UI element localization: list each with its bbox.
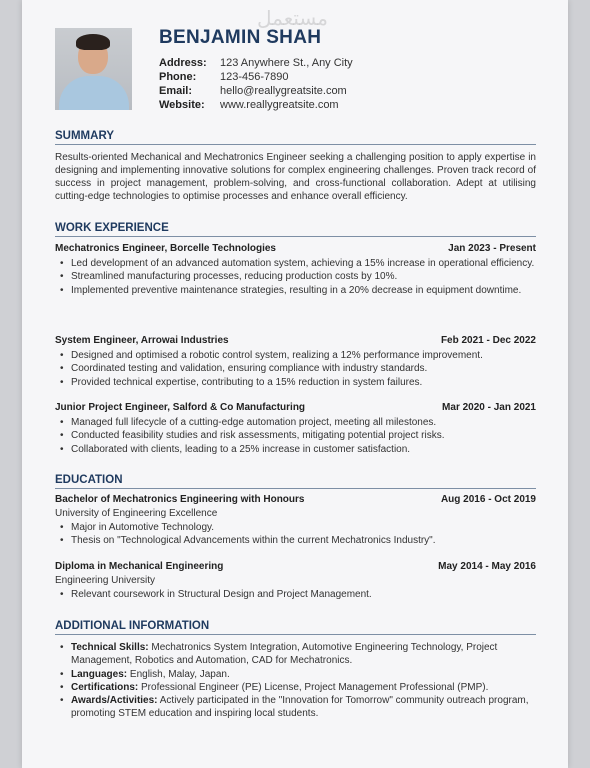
job-header [55,335,536,346]
list-item: • Major in Automotive Technology. [71,521,552,534]
contact-website [159,98,353,112]
item-label: Awards/Activities: [71,695,158,707]
resume-page [22,0,568,768]
job-bullets [55,416,552,456]
list-item: • Provided technical expertise, contributing to a 15% reduction in system failures. [71,376,552,389]
job-bullets [55,349,552,389]
education-bullets [55,588,552,601]
item-text: English, Malay, Japan. [129,668,230,680]
list-item: • Collaborated with clients, leading to a 25% increase in customer satisfaction. [71,443,552,456]
work-experience-heading: WORK EXPERIENCE [55,222,536,237]
additional-info-list [55,641,552,721]
list-item: • Conducted feasibility studies and risk assessments, mitigating potential project risks. [71,429,552,442]
job-dates: Feb 2021 - Dec 2022 [440,335,536,346]
list-item [71,694,552,721]
watermark: مستعمل [257,6,328,30]
summary-heading: SUMMARY [55,130,536,145]
item-text: Mechatronics System Integration, Automotive Engineering Technology, Project Management, Robotics and Automation, CAD for Mechatronics. [71,642,498,667]
list-item [71,641,552,668]
list-item: • Thesis on "Technological Advancements within the current Mechatronics Industry". [71,534,552,547]
education-header [55,561,536,572]
profile-photo [55,28,132,110]
photo-shirt [59,76,129,110]
list-item [71,668,552,681]
job-title: System Engineer, Arrowai Industries [55,335,229,346]
contact-address [159,56,353,70]
contact-label: Address: [159,57,207,69]
list-item: • Relevant coursework in Structural Design and Project Management. [71,588,552,601]
additional-info-heading: ADDITIONAL INFORMATION [55,620,536,635]
contact-phone [159,70,353,84]
list-item: • Coordinated testing and validation, ensuring compliance with industry standards. [71,362,552,375]
contact-label: Website: [159,99,205,111]
contact-value: hello@reallygreatsite.com [220,85,347,97]
job-dates: Jan 2023 - Present [448,243,536,254]
list-item: • Managed full lifecycle of a cutting-edge automation project, meeting all milestones. [71,416,552,429]
school-name: University of Engineering Excellence [55,508,218,519]
list-item: • Implemented preventive maintenance strategies, resulting in a 20% decrease in equipment downtime. [71,284,552,297]
list-item: • Designed and optimised a robotic control system, realizing a 12% performance improvement. [71,349,552,362]
contact-value: www.reallygreatsite.com [220,99,339,111]
education-heading: EDUCATION [55,474,536,489]
list-item [71,681,552,694]
item-label: Certifications: [71,681,139,693]
education-bullets [55,521,552,548]
contact-label: Email: [159,85,193,97]
job-title: Mechatronics Engineer, Borcelle Technologies [55,243,276,254]
candidate-name: BENJAMIN SHAH [159,27,322,48]
school-name: Engineering University [55,575,156,586]
contact-email [159,84,353,98]
item-label: Languages: [71,668,128,680]
job-header [55,243,536,254]
item-label: Technical Skills: [71,642,149,653]
degree-title: Diploma in Mechanical Engineering [55,561,224,572]
education-header [55,494,536,505]
job-dates: Mar 2020 - Jan 2021 [442,402,536,413]
education-dates: Aug 2016 - Oct 2019 [440,494,536,505]
list-item: • Streamlined manufacturing processes, reducing production costs by 10%. [71,270,552,283]
job-title: Junior Project Engineer, Salford & Co Manufacturing [55,402,306,413]
list-item: • Led development of an advanced automation system, achieving a 15% increase in operational efficiency. [71,257,552,270]
contact-label: Phone: [159,71,197,83]
contact-block [159,56,353,112]
degree-title: Bachelor of Mechatronics Engineering with Honours [55,494,305,505]
education-dates: May 2014 - May 2016 [438,561,536,572]
job-header [55,402,536,413]
contact-value: 123 Anywhere St., Any City [220,57,353,69]
contact-value: 123-456-7890 [220,71,289,83]
summary-text: Results-oriented Mechanical and Mechatronics Engineer seeking a challenging position to apply expertise in designing and implementing innovative solutions for complex engineering challenges. Proven track record of success in project management, problem-solving, and cross-functional collaboration. Adept at utilising cutting-edge technologies to optimise processes and enhance overall efficiency. [55,152,536,202]
item-text: Actively participated in the "Innovation for Tomorrow" community outreach program, promoting STEM education and inspiring local students. [71,695,529,720]
photo-hair [76,34,110,50]
job-bullets [55,257,552,297]
item-text: Professional Engineer (PE) License, Project Management Professional (PMP). [141,681,489,693]
